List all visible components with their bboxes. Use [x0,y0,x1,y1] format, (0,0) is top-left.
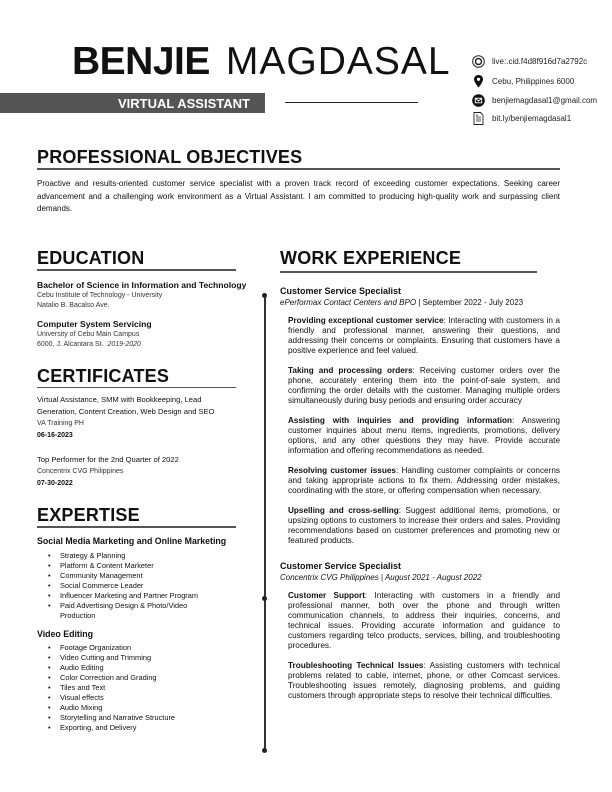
section-title-objectives: PROFESSIONAL OBJECTIVES [37,147,303,167]
list-item: • Visual effects [48,693,257,703]
role-title: VIRTUAL ASSISTANT [118,96,250,111]
expertise-group-title: Social Media Marketing and Online Marketing [37,535,227,546]
list-item: • Color Correction and Grading [48,673,257,683]
education-item: Bachelor of Science in Information and Technology Cebu Institute of Technology - University Natalio B. Bacalso Ave. [37,279,247,309]
list-item: • Paid Advertising Design & Photo/Video Production [48,601,208,621]
job-duty: Upselling and cross-selling: Suggest additional items, promotions, or upsizing options to customers to increase their orders and sales. Providing recommendations based on customer preferences and promoting new or featured products. [288,505,560,545]
list-item: • Tiles and Text [48,683,257,693]
list-item: • Platform & Content Marketer [48,561,228,571]
expertise-list [48,643,257,733]
candidate-name: BENJIE MAGDASAL [72,40,451,83]
contact-email[interactable]: benjiemagdasal1@gmail.com [472,94,597,107]
timeline-dot [262,293,267,298]
list-item: • Video Cutting and Trimming [48,653,257,663]
contact-portfolio-link[interactable]: bit.ly/benjiemagdasal1 [472,112,571,125]
list-item: • Exporting, and Delivery [48,723,257,733]
section-title-education: EDUCATION [37,248,145,268]
job-duty: Troubleshooting Technical Issues: Assisting customers with technical problems related to cable, internet, phone, or other Comcast services. Troubleshooting issues remotely, diagnosing problems, and guiding customers through appropriate steps to resolve their technical difficulties. [288,660,561,700]
job-entry: Customer Service Specialist Concentrix CVG Philippines | August 2021 - August 2022 Customer Support: Interacting with customers in a friendly and professional manner, both over the phone and through written communication channels, to address their inquiries, concerns, and technical issues. Providing accurate information and guidance to customers regarding telco products, services, billing, and troubleshooting procedures. Troubleshooting Technical Issues: Assisting customers with technical problems related to cable, internet, phone, or other Comcast services. Troubleshooting issues remotely, diagnosing problems, and guiding customers through appropriate steps to resolve their technical difficulties. [280,560,561,700]
location-pin-icon [472,75,485,88]
education-item: Computer System Servicing University of Cebu Main Campus 6000, J. Alcantara St. 2019-2020 [37,318,152,348]
job-duty: Taking and processing orders: Receiving customer orders over the phone, accurately entering them into the point-of-sale system, and confirming the order details with the customer. Managing multiple orders simultaneously during busy periods and ensuring order accuracy [288,365,560,405]
section-title-work: WORK EXPERIENCE [280,248,462,268]
list-item: • Footage Organization [48,643,257,653]
section-title-certificates: CERTIFICATES [37,365,170,386]
divider [37,269,236,271]
expertise-list [48,551,228,621]
list-item: • Strategy & Planning [48,551,228,561]
contact-location: Cebu, Philippines 6000 [472,75,574,88]
job-duty: Resolving customer issues: Handling customer complaints or concerns and taking appropriate actions to fix them. Addressing order mistakes, coordinating with the store, or offering compensation when necessary. [288,465,560,495]
document-icon [472,112,485,125]
section-title-expertise: EXPERTISE [37,505,140,525]
expertise-group-title: Video Editing [37,628,94,639]
divider [280,271,537,273]
certificate-item: Top Performer for the 2nd Quarter of 2022 Concentrix CVG Philippines 07-30-2022 [37,455,179,487]
timeline-dot [262,596,267,601]
list-item: • Audio Mixing [48,703,257,713]
job-duty: Assisting with inquiries and providing information: Answering customer inquiries about menu items, ingredients, promotions, delivery options, and any other questions they may have. Provide accurate information and offering recommendations as needed. [288,415,560,455]
timeline-dot [262,748,267,753]
list-item: • Community Management [48,571,228,581]
contact-skype[interactable]: live:.cid.f4d8f916d7a2792c [472,55,587,68]
divider [285,102,418,103]
objectives-text: Proactive and results-oriented customer service specialist with a proven track record of exceeding customer expectations. Seeking career advancement and a challenging work environment as a Virtual Assistant. I am committed to producing high-quality work and surpassing client demands. [37,179,560,214]
divider [37,168,560,170]
job-duty: Providing exceptional customer service: Interacting with customers in a friendly and professional manner, answering their questions, and addressing their concerns or complaints. Ensuring that customers have a positive experience and feel valued. [288,315,560,355]
list-item: • Storytelling and Narrative Structure [48,713,257,723]
job-entry: Customer Service Specialist ePerformax Contact Centers and BPO | September 2022 - July 2023 Providing exceptional customer service: Interacting with customers in a friendly and professional manner, answering their questions, and addressing their concerns or complaints. Ensuring that customers have a positive experience and feel valued. Taking and processing orders: Receiving customer orders over the phone, accurately entering them into the point-of-sale system, and confirming the order details with the customer. Managing multiple orders simultaneously during busy periods and ensuring order accuracy Assisting with inquiries and providing information: Answering customer inquiries about menu items, ingredients, promotions, delivery options, and any other questions they may have. Provide accurate information and offering recommendations as needed. Resolving customer issues: Handling customer complaints or concerns and taking appropriate actions to fix them. Addressing order mistakes, coordinating with the store, or offering compensation when necessary. Upselling and cross-selling: Suggest additional items, promotions, or upsizing options to customers to increase their orders and sales. Providing recommendations based on customer preferences and promoting new or featured products. [280,285,560,545]
skype-icon [472,55,485,68]
divider [37,387,236,389]
list-item: • Influencer Marketing and Partner Program [48,591,228,601]
list-item: • Social Commerce Leader [48,581,228,591]
timeline-line [264,295,266,751]
work-experience-section [280,248,570,711]
role-banner [0,93,265,113]
email-icon [472,94,485,107]
list-item: • Audio Editing [48,663,257,673]
job-duty: Customer Support: Interacting with customers in a friendly and professional manner, both over the phone and through written communication channels, to address their inquiries, concerns, and technical issues. Providing accurate information and guidance to customers regarding telco products, services, billing, and troubleshooting procedures. [288,590,560,650]
certificate-item: Virtual Assistance, SMM with Bookkeeping, Lead Generation, Content Creation, Web Design and SEO VA Training PH 06-16-2023 [37,395,215,439]
divider [37,526,236,528]
left-column [37,248,257,733]
